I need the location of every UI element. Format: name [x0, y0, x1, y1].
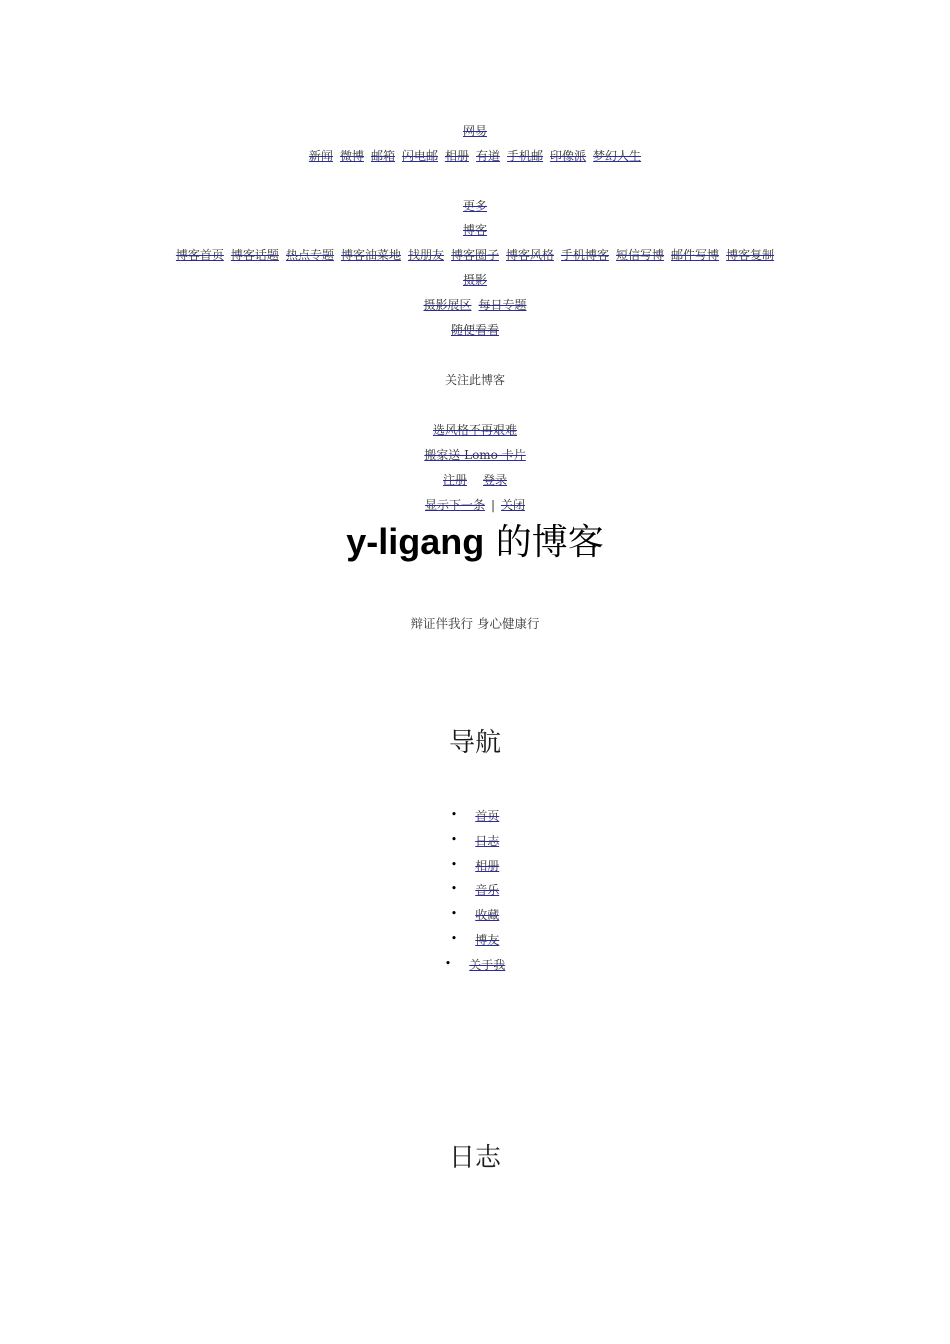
nav-link-album[interactable]: 相册 [475, 858, 500, 873]
more-link[interactable]: 更多 [462, 199, 487, 213]
youdao-link[interactable]: 有道 [476, 149, 501, 163]
nav-link-about[interactable]: 关于我 [469, 957, 506, 972]
blog-row [0, 222, 950, 238]
mail-link[interactable]: 邮箱 [370, 149, 395, 163]
blog-circles-link[interactable]: 博客圈子 [450, 248, 499, 262]
nav-link-favorites[interactable]: 收藏 [475, 908, 500, 923]
daily-topic-link[interactable]: 每日专题 [478, 298, 527, 312]
random-link[interactable]: 随便看看 [450, 323, 499, 337]
separator: | [490, 498, 496, 512]
photo-row [0, 272, 950, 288]
print-link[interactable]: 印像派 [550, 149, 587, 163]
blog-topics-link[interactable]: 博客话题 [230, 248, 279, 262]
login-link[interactable]: 登录 [483, 473, 508, 487]
mobile-blog-link[interactable]: 手机博客 [561, 248, 610, 262]
nav-link-log[interactable]: 日志 [475, 833, 500, 848]
blog-copy-link[interactable]: 博客复制 [726, 248, 775, 262]
flash-mail-link[interactable]: 闪电邮 [401, 149, 438, 163]
nav-link-home[interactable]: 首页 [475, 809, 500, 823]
bullet-icon: • [450, 931, 458, 945]
mobile-mail-link[interactable]: 手机邮 [507, 149, 544, 163]
blog-title-suffix: 的博客 [484, 522, 604, 563]
nav-item-log [0, 831, 950, 856]
photo-gallery-link[interactable]: 摄影展区 [423, 298, 472, 312]
nav-item-about [0, 955, 950, 980]
log-heading: 日志 [448, 1143, 501, 1173]
netease-links-row [0, 148, 950, 164]
sms-blog-link[interactable]: 短信写博 [616, 248, 665, 262]
email-blog-link[interactable]: 邮件写博 [671, 248, 720, 262]
style-promo-link[interactable]: 选风格不再艰难 [432, 423, 517, 437]
random-row [0, 322, 950, 338]
hot-topics-link[interactable]: 热点专题 [285, 248, 334, 262]
weibo-link[interactable]: 微博 [339, 149, 364, 163]
bullet-icon: • [450, 857, 458, 871]
dream-life-link[interactable]: 梦幻人生 [593, 149, 642, 163]
bullet-icon: • [444, 956, 452, 970]
blog-subtitle: 辩证伴我行 身心健康行 [410, 616, 540, 631]
blog-styles-link[interactable]: 博客风格 [506, 248, 555, 262]
find-friends-link[interactable]: 找朋友 [407, 248, 444, 262]
photo-link[interactable]: 摄影 [462, 273, 487, 287]
nav-link-friends[interactable]: 博友 [475, 932, 500, 947]
rapeseed-field-link[interactable]: 博客油菜地 [340, 248, 401, 262]
bullet-icon: • [450, 907, 458, 921]
bullet-icon: • [450, 832, 458, 846]
follow-row [0, 372, 950, 388]
promo-controls-row [0, 497, 950, 513]
album-link[interactable]: 相册 [444, 149, 469, 163]
nav-item-home [0, 806, 950, 831]
photo-links-row [0, 297, 950, 313]
blog-title [0, 518, 950, 567]
netease-row [0, 123, 950, 139]
nav-item-album [0, 856, 950, 881]
news-link[interactable]: 新闻 [308, 149, 333, 163]
register-link[interactable]: 注册 [442, 473, 467, 487]
bullet-icon: • [450, 882, 458, 896]
nav-list [0, 806, 950, 980]
auth-row [0, 472, 950, 488]
nav-link-music[interactable]: 音乐 [475, 883, 500, 898]
blog-home-link[interactable]: 博客首页 [175, 248, 224, 262]
follow-blog-label[interactable]: 关注此博客 [444, 373, 505, 387]
netease-link[interactable]: 网易 [462, 124, 487, 138]
blog-owner-name: y-ligang [346, 521, 485, 562]
nav-heading: 导航 [448, 728, 501, 758]
nav-item-favorites [0, 905, 950, 930]
more-row [0, 198, 950, 214]
style-promo-row [0, 422, 950, 438]
blog-link[interactable]: 博客 [462, 223, 487, 237]
move-promo-link[interactable]: 搬家送 Lomo 卡片 [424, 448, 526, 462]
show-next-link[interactable]: 显示下一条 [424, 498, 485, 512]
close-link[interactable]: 关闭 [501, 498, 526, 512]
blog-links-row [0, 247, 950, 263]
nav-item-friends [0, 930, 950, 955]
bullet-icon: • [450, 808, 458, 821]
nav-item-music [0, 880, 950, 905]
move-promo-row [0, 447, 950, 463]
